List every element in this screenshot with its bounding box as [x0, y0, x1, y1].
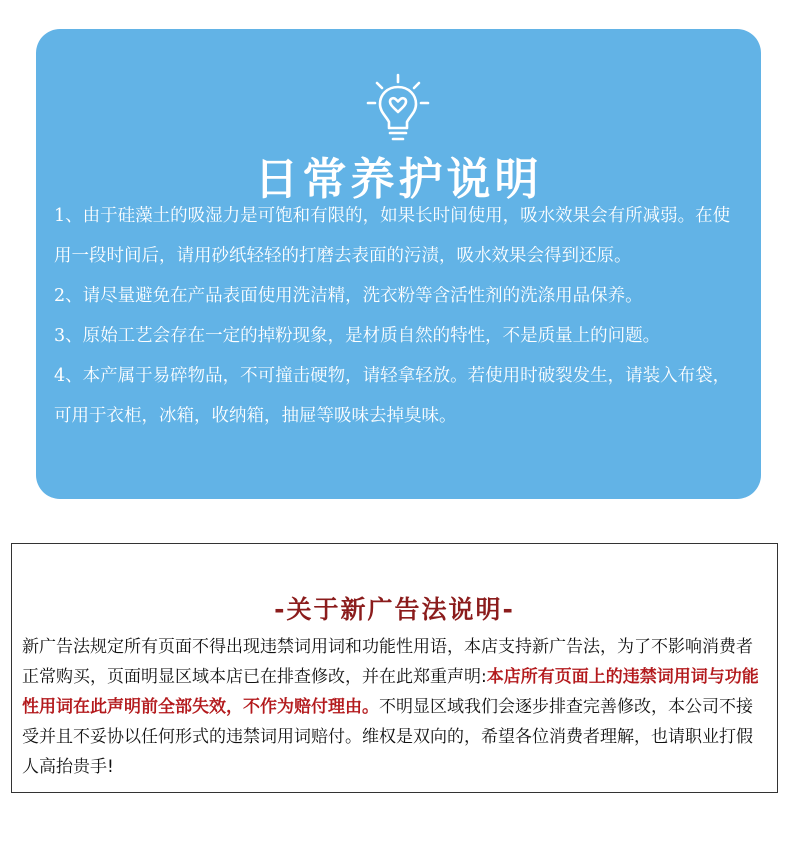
- ad-law-title: -关于新广告法说明-: [274, 594, 515, 624]
- care-paragraph-4: 4、本产属于易碎物品，不可撞击硬物，请轻拿轻放。若使用时破裂发生，请装入布袋，可用于衣柜，冰箱，收纳箱，抽屉等吸味去掉臭味。: [54, 366, 731, 426]
- lightbulb-heart-icon: [365, 73, 431, 145]
- care-paragraph-3: 3、原始工艺会存在一定的掉粉现象，是材质自然的特性，不是质量上的问题。: [54, 326, 661, 346]
- ad-law-notice-box: [11, 543, 778, 793]
- care-paragraph-1: 1、由于硅藻土的吸湿力是可饱和有限的，如果长时间使用，吸水效果会有所减弱。在使用一段时间后，请用砂纸轻轻的打磨去表面的污渍，吸水效果会得到还原。: [54, 206, 731, 266]
- ad-law-text: [22, 632, 767, 782]
- care-instructions-card: [36, 29, 761, 499]
- ad-law-text-intro: 新广告法规定所有页面不得出现违禁词用词和功能性用语，本店支持新广告法，为了不影响消费者正常购买，页面明显区域本店已在排查修改，并在此郑重声明:: [22, 637, 753, 687]
- ad-law-text-outro: 不明显区域我们会逐步排查完善修改，本公司不接受并且不妥协以任何形式的违禁词用词赔付。维权是双向的，希望各位消费者理解，也请职业打假人高抬贵手!: [22, 697, 753, 777]
- ad-law-highlight: 本店所有页面上的违禁词用词与功能性用词在此声明前全部失效，不作为赔付理由。: [22, 667, 759, 717]
- care-title: 日常养护说明: [254, 154, 543, 206]
- care-instructions-text: [54, 196, 744, 436]
- care-paragraph-2: 2、请尽量避免在产品表面使用洗洁精，洗衣粉等含活性剂的洗涤用品保养。: [54, 286, 643, 306]
